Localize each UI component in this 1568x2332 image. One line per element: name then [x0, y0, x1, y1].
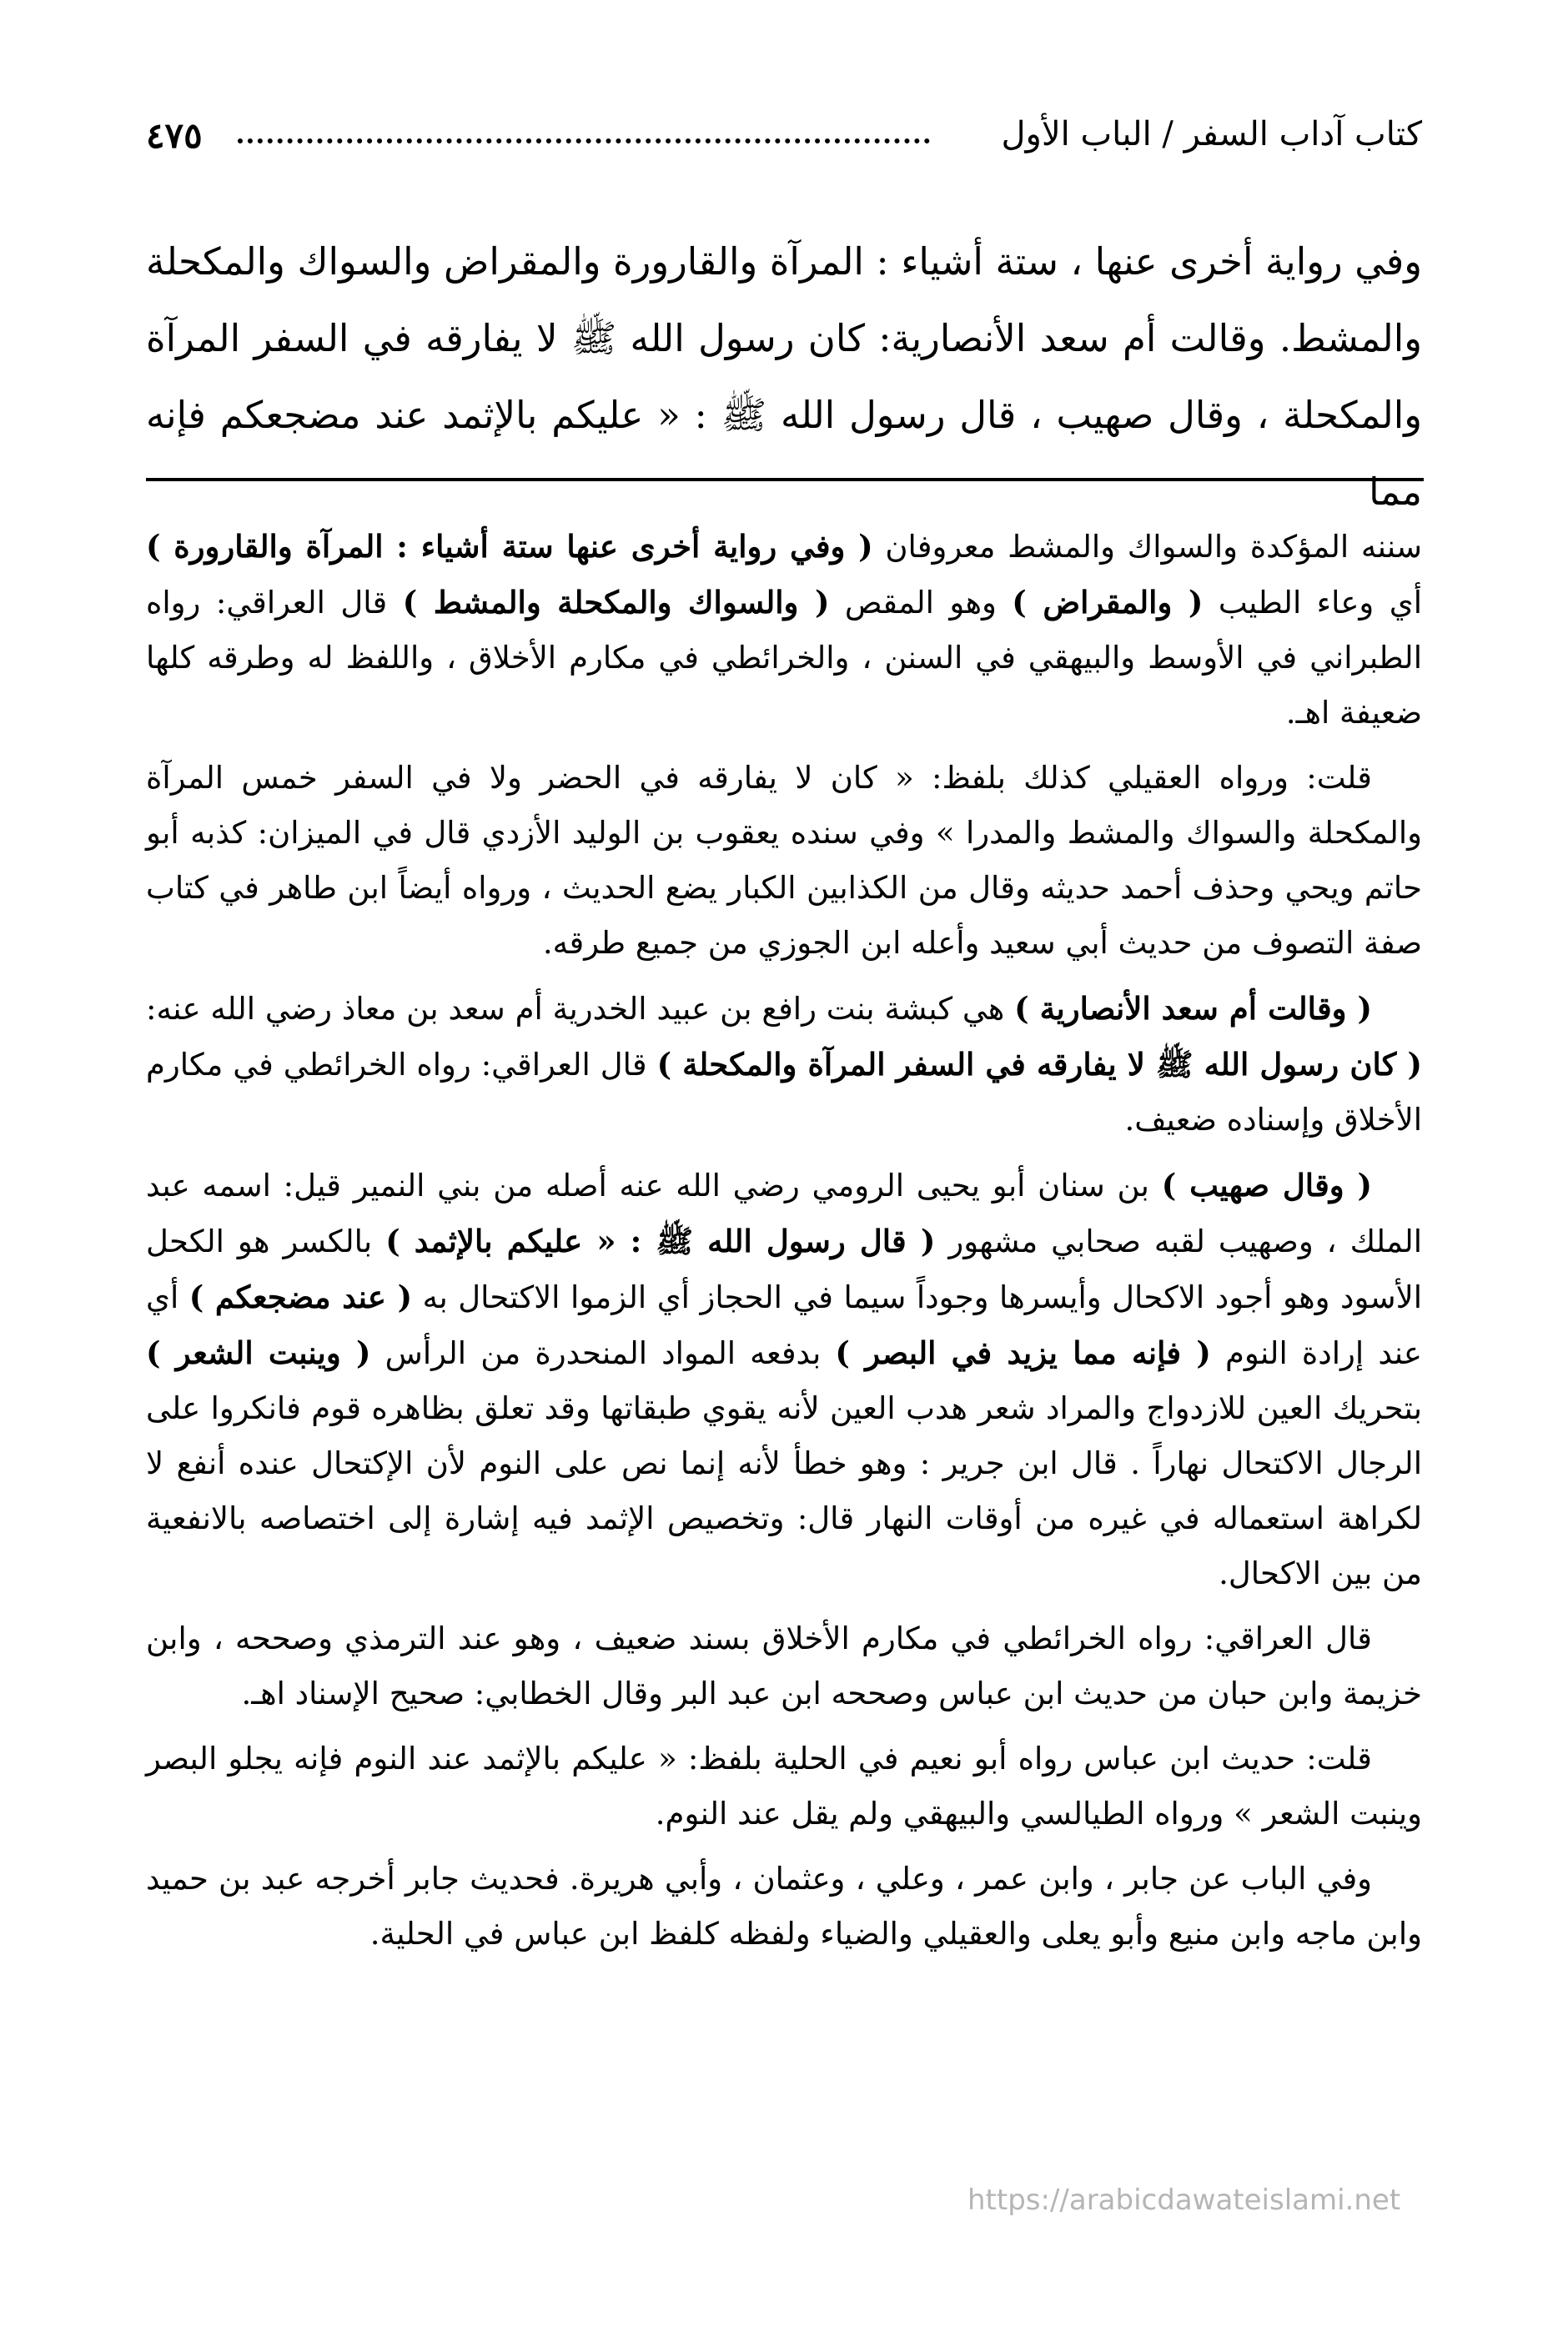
commentary-paragraph [146, 519, 1422, 741]
commentary-text: أي عند إرادة النوم [146, 1279, 1422, 1371]
commentary-text: قال العراقي: رواه الطبراني في الأوسط والبيهقي في السنن ، والخرائطي في مكارم الأخلاق ، واللفظ له وطرقه كلها ضعيفة اهـ. [146, 585, 1422, 731]
commentary-text: بدفعه المواد المنحدرة من الرأس [370, 1335, 836, 1371]
quoted-text: ( وقال صهيب ) [1161, 1167, 1373, 1204]
commentary-text: أي وعاء الطيب [1203, 585, 1422, 621]
dotted-leader [238, 138, 930, 143]
commentary-paragraph [146, 1158, 1422, 1601]
quoted-text: ( والسواك والمكحلة والمشط ) [402, 584, 830, 621]
commentary-text: قلت: حديث ابن عباس رواه أبو نعيم في الحلية بلفظ: « عليكم بالإثمد عند النوم فإنه يجلو البصر وينبت الشعر » ورواه الطيالسي والبيهقي ولم يقل عند النوم. [146, 1741, 1422, 1832]
quoted-text: ( وفي رواية أخرى عنها ستة أشياء : المرآة والقارورة ) [146, 528, 873, 565]
commentary-text: بتحريك العين للازدواج والمراد شعر هدب العين لأنه يقوي طبقاتها وقد تعلق بظاهره قوم فانكروا على الرجال الاكتحال نهاراً . قال ابن جرير : وهو خطأ لأنه إنما نص على النوم لأن الإكتحال عنده أنفع لا لكراهة استعماله في غيره من أوقات النهار قال: وتخصيص الإثمد فيه إشارة إلى اختصاصه بالانفعية من بين الاكحال. [146, 1390, 1422, 1591]
commentary-paragraph [146, 981, 1422, 1148]
commentary-text: قال العراقي: رواه الخرائطي في مكارم الأخلاق بسند ضعيف ، وهو عند الترمذي وصححه ، وابن خزيمة وابن حبان من حديث ابن عباس وصححه ابن عبد البر وقال الخطابي: صحيح الإسناد اهـ. [146, 1621, 1422, 1711]
commentary-text: بالكسر هو الكحل الأسود وهو أجود الاكحال وأيسرها وجوداً سيما في الحجاز أي الزموا الاكتحال به [146, 1224, 1422, 1315]
commentary-paragraph [146, 1611, 1422, 1721]
commentary-text: وهو المقص [829, 585, 1013, 621]
website-watermark: https://arabicdawateislami.net [967, 2184, 1401, 2217]
main-text: وفي رواية أخرى عنها ، ستة أشياء : المرآة والقارورة والمقراض والسواك والمكحلة والمشط. وقالت أم سعد الأنصارية: كان رسول الله ﷺ لا يفارقه في السفر المرآة والمكحلة ، وقال صهيب ، قال رسول الله ﷺ : « عليكم بالإثمد عند مضجعكم فإنه مما [146, 239, 1422, 514]
quoted-text: ( فإنه مما يزيد في البصر ) [835, 1334, 1211, 1371]
quoted-text: ( عند مضجعكم ) [188, 1279, 413, 1315]
footnote-divider [146, 478, 1424, 481]
commentary-paragraph [146, 751, 1422, 971]
page-number: ٤٧٥ [146, 115, 203, 156]
commentary-text: سننه المؤكدة والسواك والمشط معروفان [872, 529, 1423, 565]
quoted-text: ( والمقراض ) [1012, 584, 1204, 621]
quoted-text: ( كان رسول الله ﷺ لا يفارقه في السفر المرآة والمكحلة ) [656, 1046, 1422, 1083]
commentary-paragraph [146, 1731, 1422, 1842]
commentary-text: بن سنان أبو يحيى الرومي رضي الله عنه أصله من بني النمير قيل: اسمه عبد الملك ، وصهيب لقبه صحابي مشهور [146, 1168, 1422, 1259]
commentary-text: وفي الباب عن جابر ، وابن عمر ، وعلي ، وعثمان ، وأبي هريرة. فحديث جابر أخرجه عبد بن حميد وابن ماجه وابن منيع وأبو يعلى والعقيلي والضياء ولفظه كلفظ ابن عباس في الحلية. [146, 1861, 1422, 1952]
quoted-text: ( وينبت الشعر ) [146, 1334, 371, 1371]
quoted-text: ( قال رسول الله ﷺ : « عليكم بالإثمد ) [385, 1223, 936, 1259]
commentary-text: هي كبشة بنت رافع بن عبيد الخدرية أم سعد بن معاذ رضي الله عنه: [146, 991, 1015, 1027]
commentary-text: قال العراقي: رواه الخرائطي في مكارم الأخلاق وإسناده ضعيف. [146, 1047, 1422, 1138]
running-header [146, 115, 1422, 165]
commentary-text: قلت: ورواه العقيلي كذلك بلفظ: « كان لا يفارقه في الحضر ولا في السفر خمس المرآة والمكحلة والسواك والمشط والمدرا » وفي سنده يعقوب بن الوليد الأزدي قال في الميزان: كذبه أبو حاتم ويحي وحذف أحمد حديثه وقال من الكذابين الكبار يضع الحديث ، ورواه أيضاً ابن طاهر في كتاب صفة التصوف من حديث أبي سعيد وأعله ابن الجوزي من جميع طرقه. [146, 760, 1422, 961]
quoted-text: ( وقالت أم سعد الأنصارية ) [1014, 990, 1372, 1027]
commentary [146, 519, 1422, 1972]
commentary-paragraph [146, 1852, 1422, 1962]
running-title: كتاب آداب السفر / الباب الأول [1001, 115, 1422, 153]
